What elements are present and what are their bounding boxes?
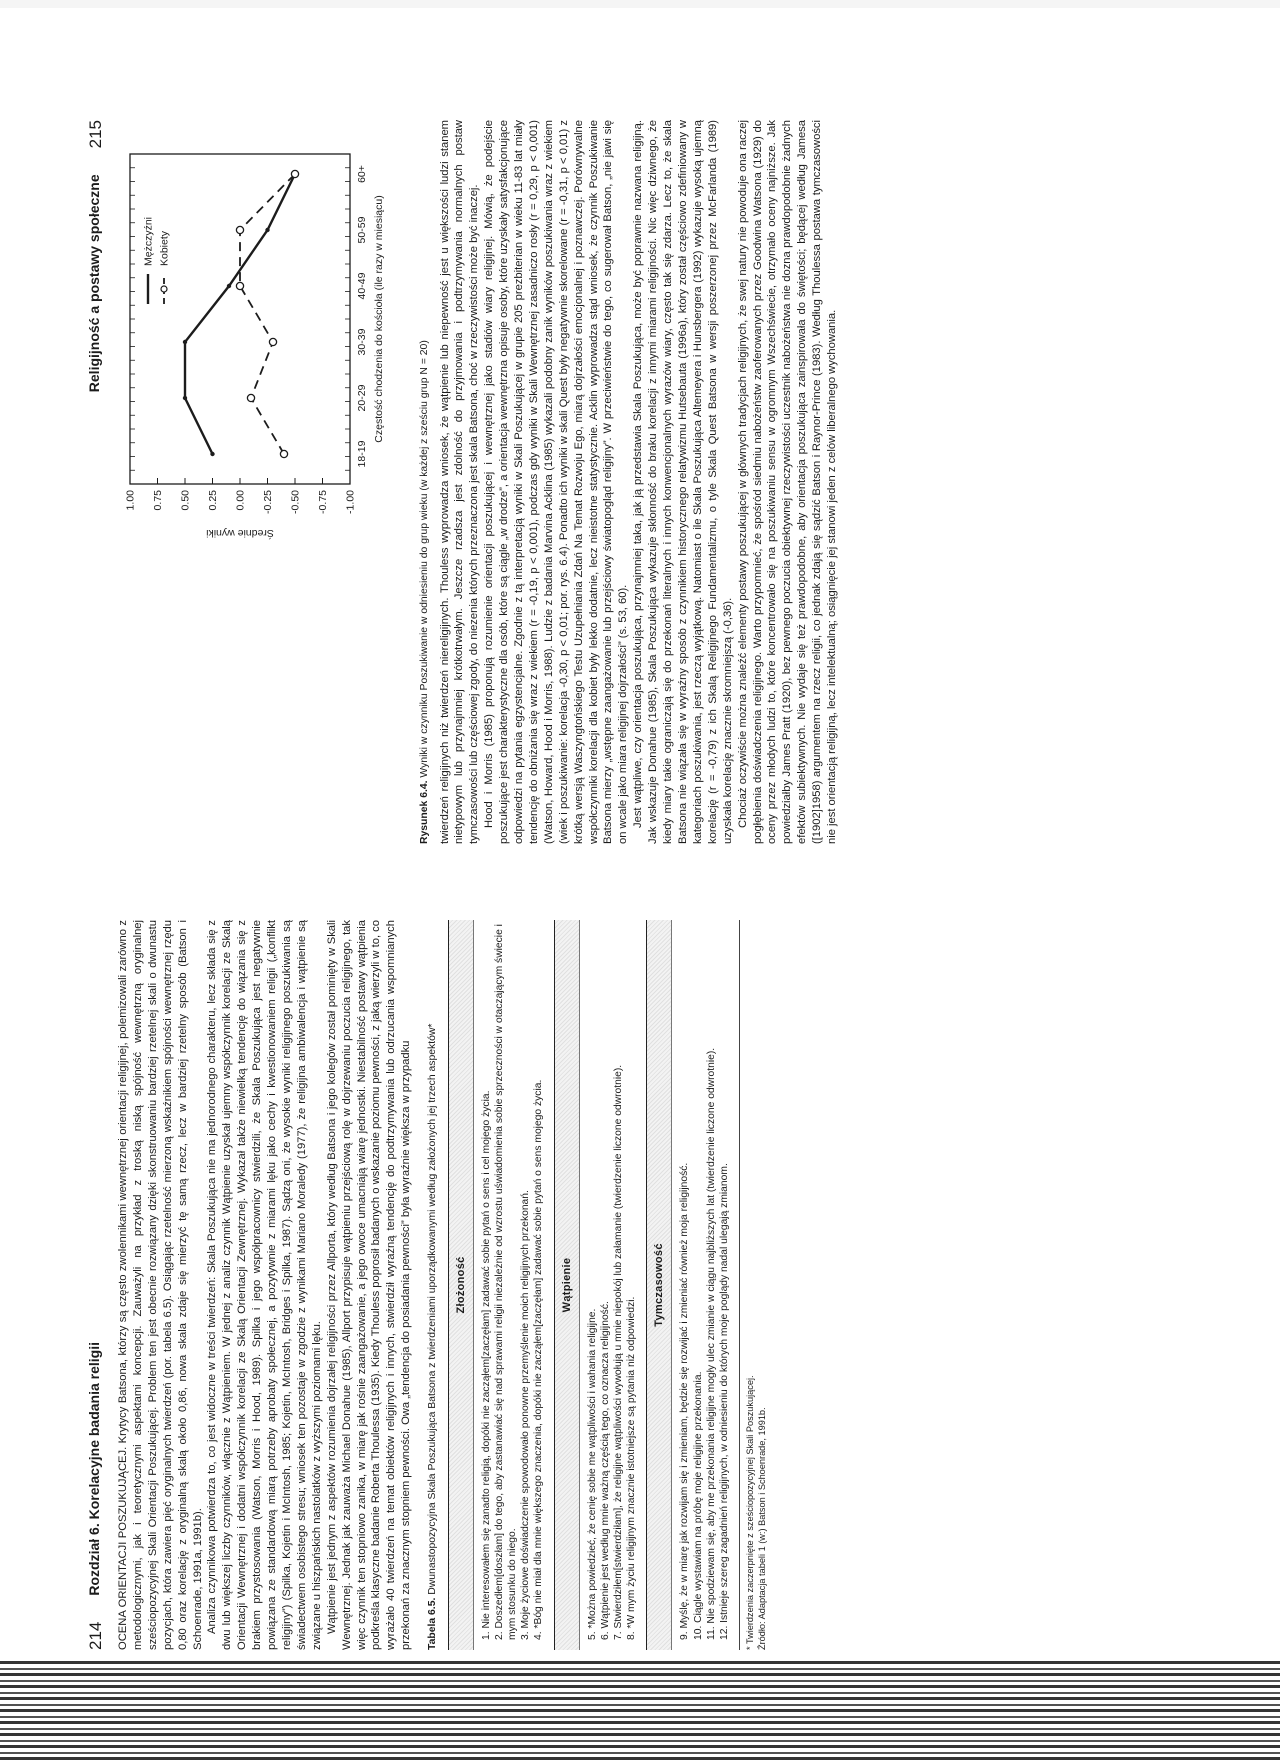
series-line-1	[185, 174, 295, 454]
x-tick-label: 18-19	[356, 440, 368, 468]
table-caption-label: Tabela 6.5.	[427, 1597, 439, 1650]
table-caption	[426, 920, 440, 1650]
section-header-zlozonosc: Złożoność	[448, 920, 474, 1650]
y-tick-label: 0.50	[179, 490, 192, 511]
y-tick-label: 0.25	[207, 490, 219, 511]
table-footnotes	[739, 920, 768, 1650]
right-paragraph-2: Hood i Morris (1985) proponują rozumienie orientacji poszukującej i wewnętrznej jako stadiów wiary religijnej. Mówią, że podejście poszukujące jest charakterystyczne dla osób, które są ciągle „w drodze”, a orientacja wewnętrzna opisuje osoby, które uzyskały satysfakcjonujące odpowiedzi na pytania egzystencjalne. Zgodnie z tą interpretacją wyniki w Skali Poszukującej w grupie 205 prezbiterian w wieku 11-83 lat miały tendencję do obniżania się wraz z wiekiem (r = -0,19, p < 0,001), podczas gdy wyniki w Skali Wewnętrznej zasadniczo rosły (r = 0,29, p < 0,001) (Watson, Howard, Hood i Morris, 1988). Ludzie z badania Marvina Acklina (1985) wykazali podobny zanik wyników poszukiwania wraz z wiekiem (wiek i poszukiwanie: korelacja -0,30, p < 0,01; por. rys. 6.4). Ponadto ich wyniki w skali Quest były negatywnie skorelowane (r = -0,31, p < 0,01) z krótką wersją Waszyngtońskiego Testu Uzupełniania Zdań Na Temat Rozwoju Ego, miarą dojrzałości emocjonalnej i poznawczej. Porównywalne współczynniki korelacji dla kobiet były lekko dodatnie, lecz nieistotne statystycznie. Acklin wyprowadza stąd wniosek, że czynnik Poszukiwanie Batsona mierzy „wstępne zaangażowanie lub przejściowy światopogląd religijny”. W przeciwieństwie do tego, co sugerował Batson, „nie jawi się on wcale jako miara religijnej dojrzałości” (s. 53, 60).	[483, 120, 630, 844]
data-point	[265, 228, 269, 232]
right-header	[86, 120, 106, 844]
y-tick-label: -0.50	[289, 490, 302, 514]
table-item: 4. *Bóg nie miał dla mnie większego znaczenia, dopóki nie zacząłem[zaczęłam] zadawać sobie pytań o sens mojego życia.	[533, 1079, 545, 1640]
data-point	[227, 284, 231, 288]
table-item: 9. Myślę, że w miarę jak rozwijam się i zmieniam, będzie się rozwijać i zmieniać również moja religijność.	[679, 1162, 691, 1640]
table-item: 12. Istnieje szereg zagadnień religijnych, w odniesieniu do których moje poglądy nadal ulegają zmianom.	[719, 1163, 731, 1640]
data-point-open	[291, 170, 298, 177]
data-point-open	[280, 450, 287, 457]
table-caption-text: Dwunastopozycyjna Skala Poszukująca Batsona z twierdzeniami uporządkowanymi według założonych jej trzech aspektów*	[427, 1023, 439, 1595]
y-tick-label: -0.75	[317, 490, 329, 514]
right-paragraph-1: twierdzeń religijnych niż twierdzeń niereligijnych. Thouless wyprowadza wniosek, że wątpienie lub niepewność jest u większości ludzi stanem nietypowym lub przynajmniej krótkotrwałym. Jeszcze rzadsza jest zdolność do przyjmowania i podtrzymywania normalnych postaw tymczasowości lub częściowej zgody, do niezenia których przeznaczona jest skala Batsona, choć w rzeczywistości może być inaczej.	[438, 120, 481, 844]
right-running-head: Religijność a postawy społeczne	[86, 174, 102, 393]
x-tick-label: 50-59	[356, 216, 368, 244]
x-tick-label: 60+	[356, 165, 368, 183]
line-chart	[116, 124, 406, 844]
y-tick-label: -0.25	[262, 490, 274, 514]
legend-label: Kobiety	[158, 230, 171, 266]
table-item: 5. *Można powiedzieć, że cenię sobie me wątpliwości i wahania religijne.	[586, 1308, 598, 1640]
y-tick-label: -1.00	[344, 490, 357, 514]
series-line-2	[240, 174, 295, 454]
y-tick-label: 0.75	[152, 490, 164, 511]
section-items-watpienie	[586, 920, 639, 1650]
data-point	[183, 396, 187, 400]
section-header-tymczasowosc: Tymczasowość	[646, 920, 672, 1650]
left-page	[0, 880, 1280, 1760]
left-running-head: Rozdział 6. Korelacyjne badania religii	[86, 1341, 102, 1596]
table-6-5	[448, 920, 769, 1650]
left-paragraph-2: Analiza czynnikowa potwierdza to, co jest widoczne w treści twierdzeń: Skala Poszukująca nie ma jednorodnego charakteru, lecz składa się z dwu lub większej liczby czynników, włącznie z Wątpieniem. W jednej z analiz czynnik Wątpienie uzyskał ujemny współczynnik korelacji ze Skalą Orientacji Wewnętrznej i dodatni współczynnik korelacji ze Skalą Orientacji Zewnętrznej. Wykazał także niewielką tendencję do wiązania się z brakiem przystosowania (Watson, Morris i Hood, 1989). Spilka i jego współpracownicy stwierdzili, że Skala Poszukująca jest negatywnie powiązana ze standardową miarą potrzeby aprobaty społecznej, a pozytywnie z miarami lęku jako cechy i kwestionowaniem religii („konflikt religijny”) (Spilka, Kojetin i McIntosh, 1985; Kojetin, McIntosh, Bridges i Spilka, 1987). Sądzą oni, że wysokie wyniki religijnego poszukiwania są świadectwem osobistego stresu; wniosek ten pozostaje w zgodzie z wynikami Mariano Moraledy (1977), że religijna ambiwalencja i wątpienie są związane u hiszpańskich nastolatków z wyższymi poziomami lęku.	[206, 920, 323, 1650]
legend-marker	[161, 286, 167, 292]
right-paragraph-4: Chociaż oczywiście można znaleźć elementy postawy poszukującej w głównych tradycjach religijnych, że swej natury nie powoduje ona raczej pogłębienia doświadczenia religijnego. Warto przypomnieć, że spośród siedmiu nabożeństw zaoferowanych przez Goodwina Watsona (1929) do oceny przez młodych ludzi to, które koncentrowało się na poszukiwaniu sensu w ogromnym Wszechświecie, otrzymało oceny najniższe. Jak powiedziałby James Pratt (1920), bez pewnego poczucia obiektywnej rzeczywistości uczestnik nabożeństwa nie dozna prawdopodobnie żadnych efektów subiektywnych. Nie wydaje się też prawdopodobne, aby orientacja poszukująca zainspirowała do świętości; będącej według Jamesa ([1902]1958) argumentem na rzecz religii, co jednak zdają się sądzić Batson i Raynor-Prince (1983). Według Thoulessa postawa tymczasowości nie jest orientacją religijną, lecz intelektualną; osiągnięcie jej stanowi jeden z celów liberalnego wychowania.	[736, 120, 839, 844]
x-tick-label: 40-49	[356, 272, 368, 300]
table-item: 2. Doszedłem[doszłam] do tego, aby zastanawiać się nad sprawami religii niezależnie od wzrostu uświadomienia sobie sprzeczności w otaczającym świecie i mym stosunku do niego.	[493, 924, 519, 1640]
y-tick-label: 0.00	[234, 490, 247, 511]
footnote: * Twierdzenia zaczerpnięte z sześciopozycyjnej Skali Poszukującej.	[745, 1375, 756, 1650]
table-item: 3. Moje życiowe doświadczenie spowodowało ponowne przemyślenie moich religijnych przekonań.	[520, 1190, 532, 1640]
data-point-open	[236, 282, 243, 289]
section-header-watpienie: Wątpienie	[554, 920, 580, 1650]
footnote-source: Źródło: Adaptacja tabeli 1 (w:) Batson i Schoenrade, 1991b.	[757, 1407, 768, 1650]
figure-caption	[418, 120, 432, 844]
page-edge	[0, 0, 1280, 8]
left-header	[86, 920, 106, 1650]
left-page-number: 214	[86, 1621, 105, 1650]
x-tick-label: 20-29	[356, 384, 368, 412]
data-point	[210, 452, 214, 456]
data-point	[183, 340, 187, 344]
data-point-open	[236, 226, 243, 233]
x-tick-label: 30-39	[356, 328, 368, 356]
table-item: 11. Nie spodziewam się, aby me przekonania religijne mogły ulec zmianie w ciągu najbliższych lat (twierdzenie liczone odwrotnie).	[705, 1047, 717, 1640]
y-tick-label: 1.00	[124, 490, 137, 511]
y-axis-title: Średnie wyniki	[206, 527, 274, 539]
data-point-open	[247, 394, 254, 401]
figure-caption-label: Rysunek 6.4.	[419, 780, 430, 844]
table-item: 7. Stwierdziłem[stwierdziłam], że religijne wątpliwości wywołują u mnie niepokój lub załamanie (twierdzenie liczone odwrotnie).	[613, 1064, 625, 1640]
table-item: 8. *W mym życiu religijnym znacznie istotniejsze są pytania niż odpowiedzi.	[626, 1296, 638, 1640]
left-paragraph-1: OCENA ORIENTACJI POSZUKUJĄCEJ. Krytycy Batsona, którzy są często zwolennikami wewnętrznej orientacji religijnej, polemizowali zarówno z metodologicznymi, jak i teoretycznymi aspektami koncepcji. Zauważyli na przykład z troską niską spójność wewnętrzną oryginalnej sześciopozycyjnej Skali Orientacji Poszukującej. Problem ten jest obecnie rozwiązany dzięki skonstruowaniu bardziej rzetelnej skali o dwunastu pozycjach, która zawiera pięć oryginalnych twierdzeń (por. tabela 6.5). Osiągając rzetelność mierzoną wskaźnikiem spójności wewnętrznej rzędu 0,80 oraz korelację z oryginalną skalą około 0,86, nowa skala zdaje się mierzyć tę samą rzecz, lecz w bardziej rzetelny sposób (Batson i Schoenrade, 1991a, 1991b).	[117, 920, 204, 1650]
table-item: 6. Wątpienie jest według mnie ważną częścią tego, co oznacza religijność.	[599, 1301, 611, 1640]
figure-caption-text: Wyniki w czynniku Poszukiwanie w odniesieniu do grup wieku (w każdej z sześciu grup N = 20)	[419, 340, 430, 778]
data-point-open	[269, 338, 276, 345]
legend-label: Mężczyźni	[142, 216, 155, 266]
table-item: 10. Ciągle wystawiam na próbę moje religijne przekonania.	[692, 1371, 704, 1640]
x-axis-title: Częstość chodzenia do kościoła (ile razy w miesiącu)	[373, 195, 385, 443]
right-paragraph-3: Jest wątpliwe, czy orientacja poszukująca, przynajmniej taka, jak ją przedstawia Skala Poszukująca, może być poprawnie nazwana religijną. Jak wskazuje Donahue (1985), Skala Poszukująca wykazuje skłonność do braku korelacji z innymi miarami religijności. Nic więc dziwnego, że kiedy miary takie ograniczają się do przekonań literalnych i innych konwencjonalnych wyrazów wiary, często tak się zdarza. Lecz to, że skala Batsona nie wiązała się w wyraźny sposób z czynnikiem historycznego relatywizmu Hutsebauta (1996a), który został częściowo zdefiniowany w kategoriach poszukiwania, jest rzeczą wyjątkową. Natomiast o ile Skala Poszukująca Altemeyera i Hunsbergera (1992) wykazuje wysoką ujemną korelację (r = -0,79) z ich Skalą Religijnego Fundamentalizmu, o tyle Skala Quest Batsona w wersji poszerzonej przez McFarlanda (1989) uzyskała korelację znacznie skromniejszą (-0,36).	[632, 120, 734, 844]
section-items-zlozonosc	[480, 920, 546, 1650]
right-page-number: 215	[86, 120, 105, 149]
plot-frame	[130, 154, 350, 484]
left-paragraph-3: Wątpienie jest jednym z aspektów rozumienia dojrzałej religijności przez Allporta, który według Batsona i jego kolegów został pominięty w Skali Wewnętrznej. Jednak jak zauważa Michael Donahue (1985), Allport przypisuje wątpieniu przejściową rolę w dojrzewaniu poczucia religijnego, tak więc czynnik ten stopniowo zanika, w miarę jak rośnie zaangażowanie, a jego owoce umacniają wiarę jednostki. Niestabilność postawy wątpienia podkreśla klasyczne badanie Roberta Thoulessa (1935). Kiedy Thouless poprosił badanych o wskazanie poziomu pewności, z jaką wierzyli w to, co wyrażało 40 twierdzeń na temat obiektów religijnych i innych, stwierdził wyraźną tendencję do podtrzymywania lub odrzucania wspomnianych przekonań za znacznym stopniem pewności. Owa „tendencja do posiadania pewności” była wyraźnie większa w przypadku	[325, 920, 413, 1650]
section-items-tymczasowosc	[678, 920, 731, 1650]
table-item: 1. Nie interesowałem się zanadto religią, dopóki nie zacząłem[zaczęłam] zadawać sobie pytań o sens i cel mojego życia.	[480, 1090, 492, 1640]
